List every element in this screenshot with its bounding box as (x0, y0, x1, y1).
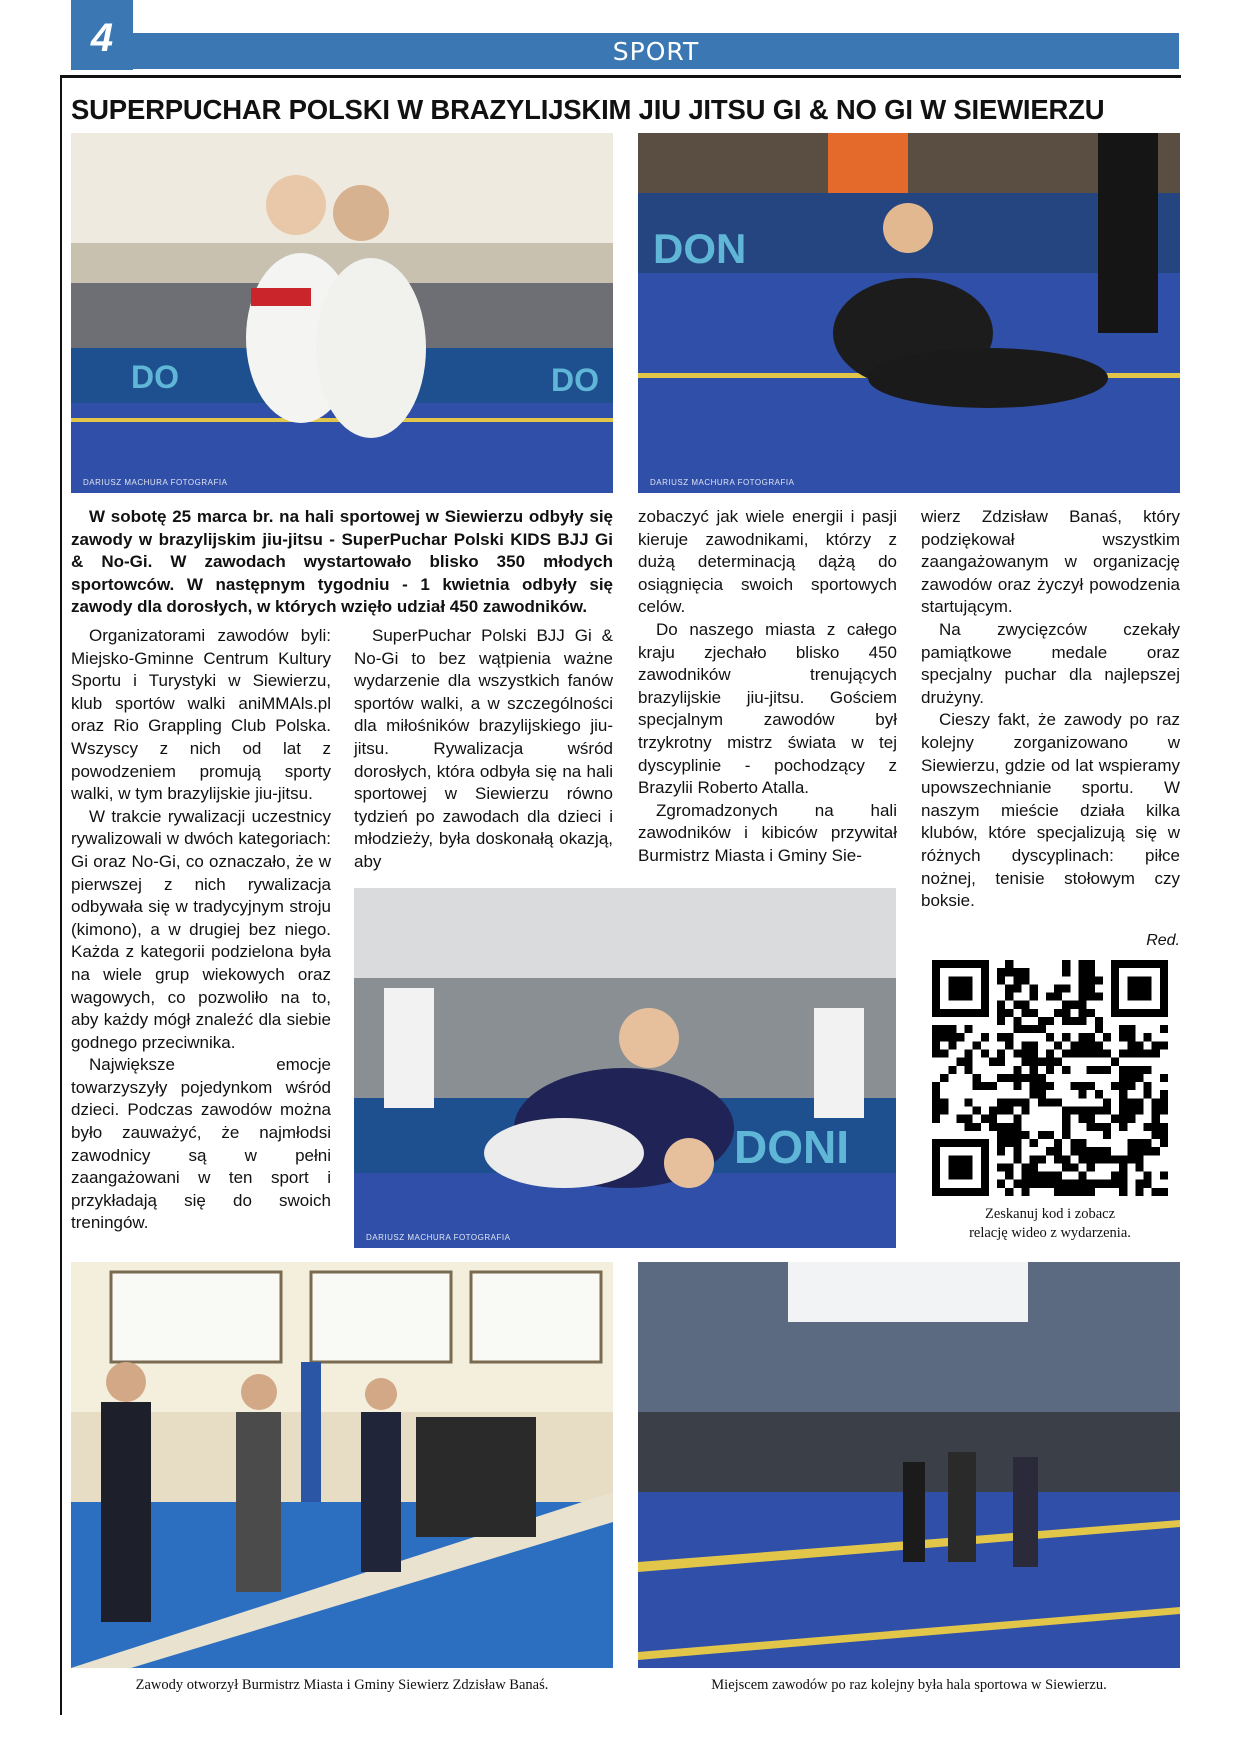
svg-text:DO: DO (131, 359, 179, 395)
photo-kids-nogi-match (638, 133, 1180, 493)
paragraph: SuperPuchar Polski BJJ Gi & No-Gi to bez wątpienia ważne wydarzenie dla wszystkich fanów sportów walki, a w szczególności dla miłośników brazylijskiego jiu-jitsu. Rywalizacja wśród dorosłych, która odbyła się na hali sportowej w Siewierzu równo tydzień po zawodach dla dzieci i młodzieży, była doskonałą okazją, aby (354, 626, 613, 871)
paragraph: Cieszy fakt, że zawody po raz kolejny zorganizowano w Siewierzu, gdzie od lat wspieramy upowszechnianie sportu. W naszym mieście działa kilka klubów, które specjalizują się w różnych dyscyplinach: piłce nożnej, tenisie stołowym czy boksie. (921, 710, 1180, 911)
svg-text:DO: DO (551, 362, 599, 398)
paragraph: Do naszego miasta z całego kraju zjechało blisko 450 zawodników trenujących brazylijskie jiu-jitsu. Gościem specjalnym zawodów był trzykrotny mistrz świata w tej dyscyplinie - pochodzący z Brazylii Roberto Atalla. (638, 619, 897, 798)
photo-sports-hall (638, 1262, 1180, 1668)
section-bar (133, 33, 1179, 69)
photo-kids-gi-match (71, 133, 613, 493)
article-column-1 (71, 625, 331, 1235)
svg-text:DON: DON (653, 225, 747, 272)
article-headline: SUPERPUCHAR POLSKI W BRAZYLIJSKIM JIU JITSU GI & NO GI W SIEWIERZU (71, 94, 1105, 125)
photo-caption-right: Miejscem zawodów po raz kolejny była hala sportowa w Siewierzu. (711, 1677, 1107, 1693)
left-margin-rule (60, 75, 62, 1715)
paragraph: Na zwycięzców czekały pamiątkowe medale oraz specjalny puchar dla najlepszej drużyny. (921, 619, 1180, 707)
article-lead (71, 506, 613, 619)
paragraph: zobaczyć jak wiele energii i pasji kieruje zawodnikami, którzy z dużą determinacją dążą do osiągnięcia swoich sportowych celów. (638, 507, 897, 617)
author-signature: Red. (1146, 932, 1180, 949)
photo-credit: DARIUSZ MACHURA FOTOGRAFIA (83, 478, 228, 487)
page-number: 4 (90, 16, 114, 60)
article-column-3 (638, 506, 897, 868)
paragraph: Organizatorami zawodów byli: Miejsko-Gminne Centrum Kultury Sportu i Turystyki w Siewierzu, klub sportów walki aniMMAls.pl oraz Rio Grappling Club Polska. Wszyscy z nich od lat z powodzeniem promują sporty walki, w tym brazylijskie jiu-jitsu. (71, 626, 331, 804)
paragraph: Największe emocje towarzyszyły pojedynkom wśród dzieci. Podczas zawodów można było zauważyć, że najmłodsi zawodnicy są w pełni zaangażowani w ten sport i przykładają się do swoich treningów. (71, 1055, 331, 1233)
photo-credit: DARIUSZ MACHURA FOTOGRAFIA (366, 1233, 511, 1242)
paragraph: W trakcie rywalizacji uczestnicy rywalizowali w dwóch kategoriach: Gi oraz No-Gi, co oznaczało, że w pierwszej z nich rywalizacja odbywała się w tradycyjnym stroju (kimono), a w drugiej bez niego. Każda z kategorii podzielona była na wiele grup wiekowych oraz wagowych, co pozwoliło na to, aby każdy mógł znaleźć dla siebie godnego przeciwnika. (71, 806, 331, 1052)
photo-caption-left: Zawody otworzył Burmistrz Miasta i Gminy Siewierz Zdzisław Banaś. (135, 1677, 549, 1693)
paragraph: wierz Zdzisław Banaś, który podziękował wszystkim zaangażowanym w organizację zawodów oraz życzył powodzenia startującym. (921, 507, 1180, 617)
photo-credit: DARIUSZ MACHURA FOTOGRAFIA (650, 478, 795, 487)
qr-code[interactable] (932, 960, 1168, 1196)
svg-text:DONI: DONI (734, 1121, 849, 1173)
article-column-2 (354, 625, 613, 874)
lead-paragraph: W sobotę 25 marca br. na hali sportowej w Siewierzu odbyły się zawody w brazylijskim jiu-jitsu - SuperPuchar Polski KIDS BJJ Gi & No-Gi. W zawodach wystartowało blisko 350 młodych sportowców. W następnym tygodniu - 1 kwietnia odbyły się zawody dla dorosłych, w których wzięło udział 450 zawodników. (71, 507, 613, 616)
section-label: SPORT (612, 37, 700, 66)
qr-caption (915, 1205, 1185, 1243)
photo-kids-grappling-center (354, 888, 896, 1248)
page-number-box (71, 0, 133, 70)
article-column-4 (921, 506, 1180, 913)
qr-caption-line: Zeskanuj kod i zobacz (984, 1206, 1116, 1222)
header-rule (60, 75, 1181, 78)
photo-opening-officials (71, 1262, 613, 1668)
qr-caption-line: relację wideo z wydarzenia. (969, 1225, 1131, 1241)
paragraph: Zgromadzonych na hali zawodników i kibiców przywitał Burmistrz Miasta i Gminy Sie- (638, 800, 897, 865)
